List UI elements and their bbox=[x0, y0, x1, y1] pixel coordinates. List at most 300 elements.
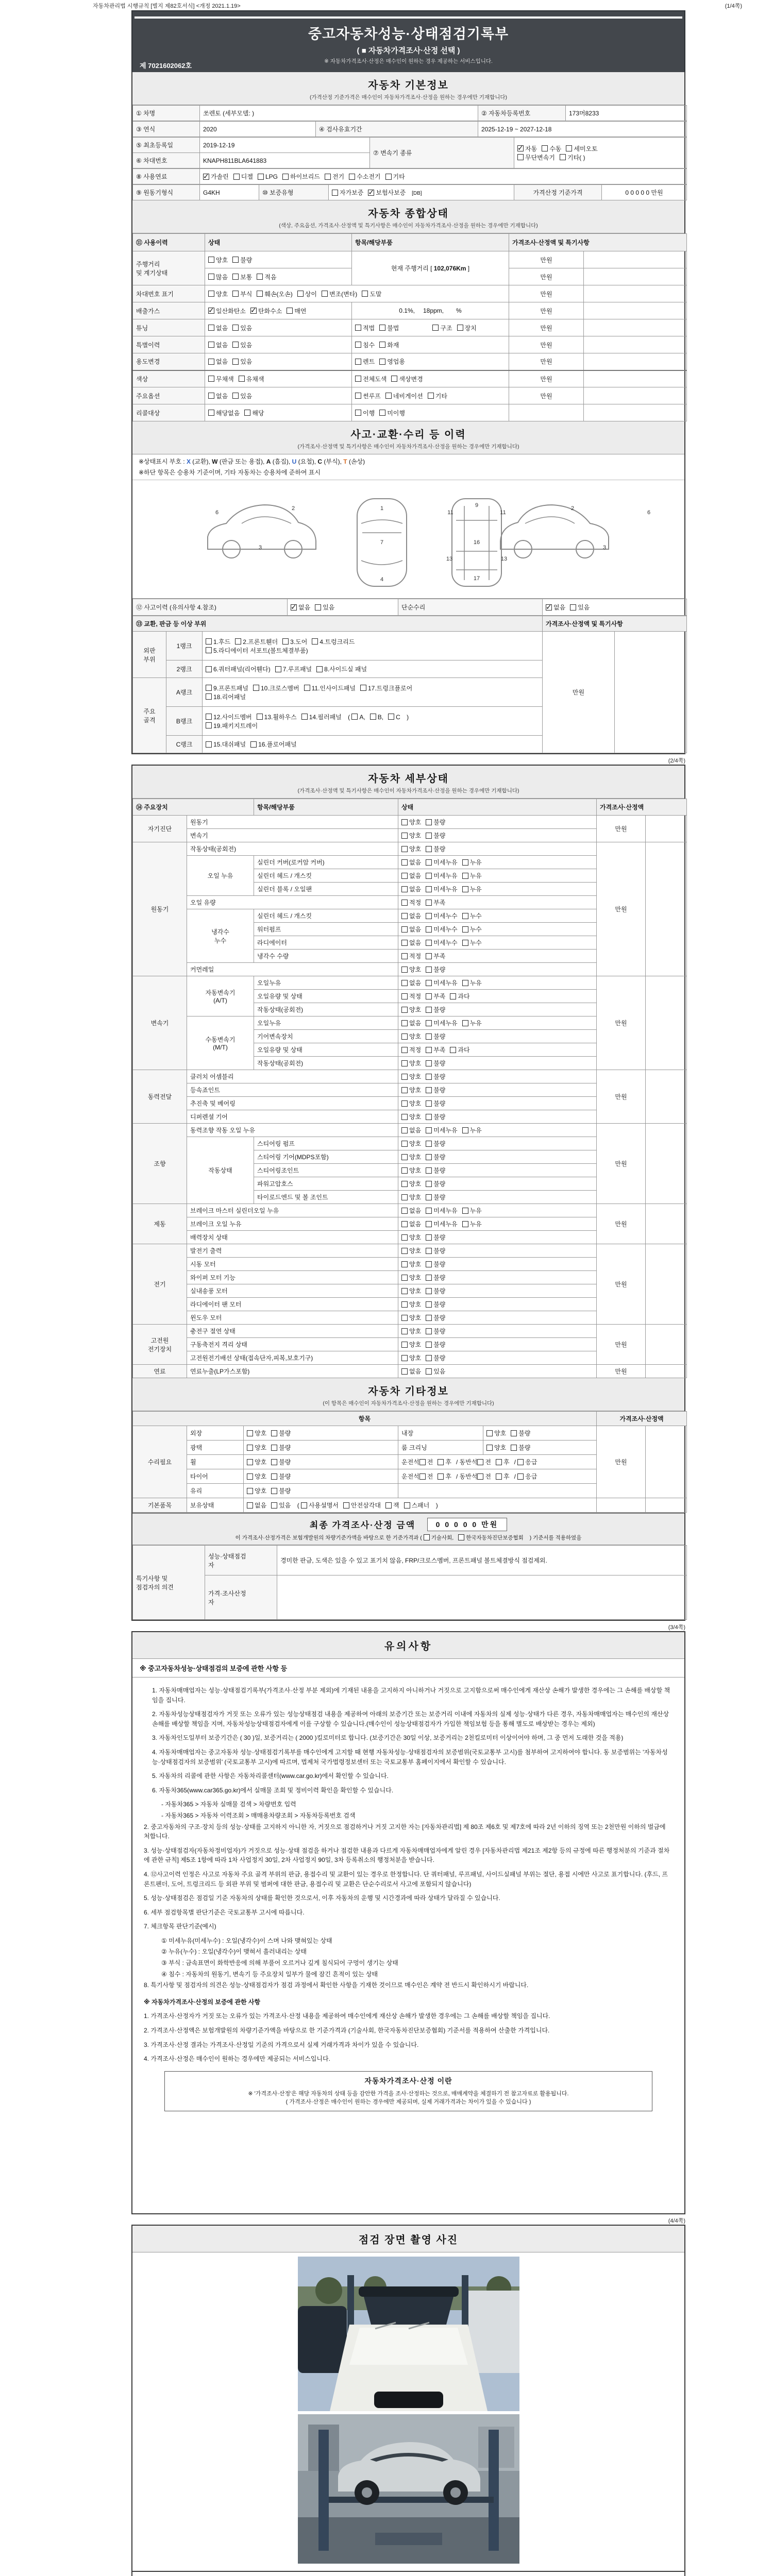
checkbox[interactable] bbox=[401, 886, 408, 892]
caution-item: 5. 자동차의 리콜에 관한 사항은 자동차리콜센터(www.car.go.kr)에서 확인할 수 있습니다. bbox=[152, 1772, 389, 1780]
checkbox[interactable] bbox=[401, 1194, 408, 1200]
caution-item: 6. 세부 점검항목별 판단기준은 국토교통부 고시에 따릅니다. bbox=[144, 1908, 305, 1916]
checkbox-checked[interactable] bbox=[291, 604, 297, 611]
table-cell bbox=[187, 1124, 398, 1137]
checkbox[interactable] bbox=[426, 900, 432, 906]
checkbox[interactable] bbox=[401, 1368, 408, 1375]
etc-col-item bbox=[133, 1412, 597, 1426]
checkbox-label: 불량 bbox=[433, 1274, 446, 1281]
checkbox[interactable] bbox=[477, 1473, 483, 1480]
accident-title: 사고·교환·수리 등 이력 bbox=[350, 429, 466, 440]
checkbox[interactable] bbox=[450, 1047, 456, 1053]
checkbox[interactable] bbox=[316, 666, 323, 672]
checkbox[interactable] bbox=[438, 1459, 444, 1465]
text: 오일유량 및 상태 bbox=[257, 1046, 303, 1054]
checkbox[interactable] bbox=[271, 1459, 277, 1465]
text: ④ 검사유효기간 bbox=[319, 126, 362, 133]
caution-item: 4. 가격조사·산정은 매수인이 원하는 경우에만 제공되는 서비스입니다. bbox=[144, 2055, 330, 2063]
checkbox[interactable] bbox=[247, 1459, 253, 1465]
checkbox[interactable] bbox=[206, 647, 212, 653]
checkbox[interactable] bbox=[401, 1301, 408, 1308]
checkbox[interactable] bbox=[362, 291, 368, 297]
checkbox[interactable] bbox=[424, 1534, 430, 1540]
checkbox[interactable] bbox=[247, 1473, 253, 1480]
checkbox-checked[interactable] bbox=[517, 145, 524, 151]
inspection-photo-lift bbox=[298, 2414, 519, 2564]
checkbox[interactable] bbox=[232, 325, 239, 331]
checkbox-label: 잭 bbox=[393, 1502, 399, 1509]
checkbox[interactable] bbox=[426, 1060, 432, 1066]
checkbox-checked[interactable] bbox=[546, 604, 552, 611]
checkbox[interactable] bbox=[401, 1074, 408, 1080]
checkbox[interactable] bbox=[426, 1087, 432, 1093]
checkbox[interactable] bbox=[542, 145, 548, 151]
diagram-part-number: 9 bbox=[475, 502, 478, 509]
checkbox[interactable] bbox=[206, 685, 212, 691]
checkbox[interactable] bbox=[257, 714, 263, 720]
checkbox[interactable] bbox=[426, 1248, 432, 1254]
checkbox[interactable] bbox=[355, 325, 361, 331]
checkbox[interactable] bbox=[401, 993, 408, 999]
checkbox[interactable] bbox=[419, 1459, 426, 1465]
text: (부식), bbox=[322, 458, 344, 465]
text: 시동 모터 bbox=[190, 1261, 216, 1268]
checkbox[interactable] bbox=[257, 274, 263, 280]
group-basic-items bbox=[133, 1498, 187, 1513]
etc-info-title: 자동차 기타정보 bbox=[368, 1386, 449, 1397]
document-sheet bbox=[131, 10, 685, 2576]
checkbox[interactable] bbox=[401, 873, 408, 879]
car-diagram-wrap bbox=[132, 480, 684, 599]
checkbox[interactable] bbox=[235, 638, 241, 645]
checkbox[interactable] bbox=[570, 604, 576, 611]
basic-info-table-3 bbox=[132, 137, 684, 168]
table-cell bbox=[584, 268, 687, 285]
checkbox[interactable] bbox=[401, 913, 408, 919]
checkbox[interactable] bbox=[401, 1020, 408, 1026]
checkbox[interactable] bbox=[355, 376, 361, 382]
caution-subitem: - 자동차365 > 자동차 이력조회 > 매매용차량조회 > 자동차등록번호 검색 bbox=[161, 1811, 356, 1819]
checkbox[interactable] bbox=[206, 741, 212, 748]
table-cell bbox=[187, 1365, 398, 1378]
checkbox[interactable] bbox=[379, 342, 385, 348]
text: 만원 bbox=[615, 1368, 627, 1375]
table-cell bbox=[244, 1498, 597, 1513]
checkbox-label: 없음 bbox=[409, 1221, 422, 1228]
checkbox[interactable] bbox=[566, 145, 572, 151]
text: 특기사항 및 bbox=[136, 1574, 168, 1582]
checkbox[interactable] bbox=[253, 685, 259, 691]
checkbox[interactable] bbox=[247, 1502, 253, 1509]
checkbox[interactable] bbox=[426, 1261, 432, 1267]
checkbox[interactable] bbox=[401, 926, 408, 933]
checkbox-label: 없음 bbox=[409, 1020, 422, 1027]
checkbox[interactable] bbox=[401, 953, 408, 959]
checkbox[interactable] bbox=[426, 1208, 432, 1214]
checkbox[interactable] bbox=[401, 900, 408, 906]
checkbox[interactable] bbox=[426, 1288, 432, 1294]
checkbox[interactable] bbox=[426, 1047, 432, 1053]
checkbox[interactable] bbox=[426, 993, 432, 999]
checkbox[interactable] bbox=[511, 1445, 517, 1451]
checkbox[interactable] bbox=[388, 714, 394, 720]
checkbox[interactable] bbox=[462, 1020, 468, 1026]
checkbox[interactable] bbox=[462, 1221, 468, 1227]
checkbox[interactable] bbox=[511, 1430, 517, 1436]
text: 가격조사·산정액 및 특기사항 bbox=[546, 620, 623, 628]
checkbox[interactable] bbox=[401, 1288, 408, 1294]
caution-item: 1. 가격조사·산정자가 거짓 또는 오류가 있는 가격조사·산정 내용을 제공하여 매수인에게 재산상 손해가 발생한 경우에는 그 손해를 배상할 책임을 집니다. bbox=[144, 2012, 550, 2020]
checkbox[interactable] bbox=[385, 174, 392, 180]
checkbox[interactable] bbox=[426, 940, 432, 946]
checkbox[interactable] bbox=[401, 1234, 408, 1241]
caution-subitem: ③ 부식 : 금속표면이 화학반응에 의해 부풀어 오르거나 깊게 침식되어 구멍이 생기는 상태 bbox=[161, 1959, 398, 1967]
checkbox[interactable] bbox=[401, 1060, 408, 1066]
checkbox-checked[interactable] bbox=[203, 174, 209, 180]
checkbox[interactable] bbox=[426, 1221, 432, 1227]
checkbox-label: 불량 bbox=[433, 1113, 446, 1121]
checkbox-label: 없음 bbox=[409, 1127, 422, 1134]
checkbox[interactable] bbox=[391, 376, 397, 382]
table-cell bbox=[187, 1244, 398, 1258]
table-cell bbox=[187, 1097, 398, 1110]
checkbox[interactable] bbox=[232, 274, 239, 280]
table-cell bbox=[187, 1298, 398, 1311]
table-cell bbox=[646, 976, 687, 1070]
checkbox[interactable] bbox=[208, 359, 214, 365]
checkbox-label: 없음 bbox=[409, 886, 422, 893]
checkbox[interactable] bbox=[432, 325, 439, 331]
checkbox[interactable] bbox=[208, 410, 214, 416]
checkbox[interactable] bbox=[426, 1154, 432, 1160]
table-cell bbox=[584, 285, 687, 302]
checkbox[interactable] bbox=[419, 1473, 426, 1480]
checkbox[interactable] bbox=[404, 1502, 410, 1509]
checkbox[interactable] bbox=[462, 873, 468, 879]
checkbox-label: 불량 bbox=[433, 845, 446, 853]
checkbox[interactable] bbox=[206, 714, 212, 720]
checkbox[interactable] bbox=[232, 257, 239, 263]
state-mark-legend-line1 bbox=[139, 457, 678, 466]
text: 워터펌프 bbox=[257, 926, 281, 933]
checkbox[interactable] bbox=[486, 1430, 493, 1436]
checkbox[interactable] bbox=[401, 940, 408, 946]
checkbox[interactable] bbox=[401, 1127, 408, 1133]
checkbox[interactable] bbox=[385, 1502, 392, 1509]
checkbox[interactable] bbox=[458, 1534, 464, 1540]
checkbox[interactable] bbox=[426, 1074, 432, 1080]
field-value-year bbox=[200, 122, 316, 137]
text: 등속죠인트 bbox=[190, 1087, 220, 1094]
checkbox-label: 불량 bbox=[433, 1341, 446, 1348]
checkbox[interactable] bbox=[258, 174, 264, 180]
checkbox[interactable] bbox=[426, 833, 432, 839]
checkbox[interactable] bbox=[287, 308, 293, 314]
checkbox[interactable] bbox=[401, 1221, 408, 1227]
checkbox[interactable] bbox=[401, 1328, 408, 1334]
checkbox[interactable] bbox=[312, 638, 318, 645]
text: ) 기준서를 적용하였음 bbox=[528, 1535, 582, 1541]
checkbox[interactable] bbox=[401, 980, 408, 986]
checkbox[interactable] bbox=[282, 638, 289, 645]
checkbox-checked[interactable] bbox=[208, 308, 214, 314]
text: 쏘렌토 (세부모델: ) bbox=[203, 110, 255, 117]
checkbox[interactable] bbox=[401, 1087, 408, 1093]
checkbox[interactable] bbox=[271, 1445, 277, 1451]
checkbox[interactable] bbox=[232, 359, 239, 365]
checkbox[interactable] bbox=[401, 1167, 408, 1174]
checkbox[interactable] bbox=[486, 1445, 493, 1451]
checkbox[interactable] bbox=[315, 604, 321, 611]
checkbox[interactable] bbox=[206, 666, 212, 672]
checkbox[interactable] bbox=[360, 685, 366, 691]
checkbox[interactable] bbox=[401, 1141, 408, 1147]
checkbox[interactable] bbox=[351, 714, 358, 720]
checkbox[interactable] bbox=[426, 1315, 432, 1321]
checkbox[interactable] bbox=[438, 1473, 444, 1480]
checkbox[interactable] bbox=[271, 1473, 277, 1480]
text: ( bbox=[346, 713, 352, 721]
checkbox[interactable] bbox=[244, 410, 250, 416]
checkbox[interactable] bbox=[233, 174, 240, 180]
checkbox[interactable] bbox=[275, 666, 281, 672]
checkbox[interactable] bbox=[457, 325, 463, 331]
checkbox[interactable] bbox=[462, 980, 468, 986]
checkbox[interactable] bbox=[428, 393, 434, 399]
checkbox[interactable] bbox=[462, 1208, 468, 1214]
checkbox[interactable] bbox=[271, 1502, 277, 1509]
table-cell bbox=[205, 336, 352, 353]
text: ⑧ 사용연료 bbox=[136, 173, 167, 180]
checkbox[interactable] bbox=[208, 376, 214, 382]
checkbox[interactable] bbox=[401, 833, 408, 839]
diagram-part-number: 6 bbox=[215, 510, 219, 516]
checkbox[interactable] bbox=[496, 1473, 502, 1480]
checkbox[interactable] bbox=[401, 846, 408, 852]
checkbox[interactable] bbox=[426, 1275, 432, 1281]
checkbox[interactable] bbox=[450, 993, 456, 999]
checkbox[interactable] bbox=[370, 714, 376, 720]
text: ⑤ 최초등록일 bbox=[136, 142, 174, 149]
checkbox[interactable] bbox=[208, 274, 214, 280]
field-value-transmission bbox=[514, 138, 687, 168]
checkbox[interactable] bbox=[426, 1355, 432, 1361]
checkbox[interactable] bbox=[517, 1459, 524, 1465]
field-value-car-name bbox=[200, 106, 478, 121]
checkbox[interactable] bbox=[426, 1127, 432, 1133]
cautions-s2-header: ※ 자동차가격조사·산정의 보증에 관한 사항 bbox=[144, 1998, 261, 2006]
checkbox[interactable] bbox=[208, 291, 214, 297]
checkbox[interactable] bbox=[401, 1315, 408, 1321]
checkbox[interactable] bbox=[304, 685, 310, 691]
text: 실린더 헤드 / 개스킷 bbox=[257, 872, 312, 879]
checkbox[interactable] bbox=[247, 1430, 253, 1436]
checkbox[interactable] bbox=[517, 154, 524, 160]
checkbox[interactable] bbox=[401, 967, 408, 973]
checkbox[interactable] bbox=[239, 376, 245, 382]
checkbox[interactable] bbox=[426, 1033, 432, 1040]
text: 실내송풍 모터 bbox=[190, 1287, 228, 1295]
checkbox[interactable] bbox=[379, 410, 385, 416]
checkbox[interactable] bbox=[349, 174, 355, 180]
text: % bbox=[456, 307, 462, 314]
table-cell bbox=[398, 1204, 597, 1217]
checkbox-label: 양호 bbox=[409, 1301, 422, 1308]
checkbox-label: 수동 bbox=[549, 145, 562, 152]
checkbox[interactable] bbox=[401, 1355, 408, 1361]
checkbox[interactable] bbox=[462, 1127, 468, 1133]
checkbox[interactable] bbox=[379, 325, 385, 331]
text: 가격조사·산정액 및 특기사항 bbox=[512, 239, 590, 246]
checkbox-label: 후 bbox=[445, 1459, 451, 1466]
checkbox[interactable] bbox=[271, 1430, 277, 1436]
checkbox[interactable] bbox=[426, 980, 432, 986]
checkbox[interactable] bbox=[496, 1459, 502, 1465]
checkbox[interactable] bbox=[379, 359, 385, 365]
checkbox[interactable] bbox=[426, 953, 432, 959]
checkbox[interactable] bbox=[322, 291, 328, 297]
checkbox[interactable] bbox=[401, 1114, 408, 1120]
checkbox[interactable] bbox=[282, 174, 289, 180]
checkbox[interactable] bbox=[271, 1488, 277, 1494]
law-note: 자동차관리법 시행규칙 [별지 제82호서식] <개정 2021.1.19> bbox=[93, 3, 241, 9]
checkbox[interactable] bbox=[426, 819, 432, 825]
text: (손상) bbox=[347, 458, 365, 465]
checkbox[interactable] bbox=[206, 693, 212, 700]
group-fuel bbox=[133, 1365, 187, 1378]
checkbox[interactable] bbox=[426, 846, 432, 852]
checkbox[interactable] bbox=[332, 190, 338, 196]
checkbox[interactable] bbox=[401, 819, 408, 825]
checkbox[interactable] bbox=[343, 1502, 349, 1509]
checkbox-checked[interactable] bbox=[250, 308, 257, 314]
checkbox[interactable] bbox=[426, 1020, 432, 1026]
checkbox[interactable] bbox=[426, 873, 432, 879]
checkbox-label: 양호 bbox=[409, 1060, 422, 1067]
group-transmission bbox=[133, 976, 187, 1070]
checkbox-label: 불량 bbox=[433, 1180, 446, 1188]
checkbox[interactable] bbox=[426, 967, 432, 973]
checkbox-label: 불량 bbox=[433, 1060, 446, 1067]
checkbox[interactable] bbox=[426, 1167, 432, 1174]
checkbox[interactable] bbox=[355, 410, 361, 416]
checkbox[interactable] bbox=[401, 1154, 408, 1160]
checkbox[interactable] bbox=[426, 1342, 432, 1348]
table-cell bbox=[205, 268, 352, 285]
checkbox-checked[interactable] bbox=[368, 190, 374, 196]
checkbox[interactable] bbox=[560, 154, 566, 160]
checkbox[interactable] bbox=[232, 291, 239, 297]
checkbox[interactable] bbox=[426, 1100, 432, 1107]
checkbox-label: 전 bbox=[427, 1459, 433, 1466]
checkbox-label: 없음 bbox=[298, 604, 311, 611]
text: 부위 bbox=[143, 655, 156, 663]
checkbox[interactable] bbox=[401, 1208, 408, 1214]
checkbox[interactable] bbox=[517, 1473, 524, 1480]
checkbox[interactable] bbox=[401, 1033, 408, 1040]
checkbox[interactable] bbox=[257, 291, 263, 297]
cautions-box bbox=[131, 1631, 685, 2214]
checkbox[interactable] bbox=[426, 1141, 432, 1147]
checkbox[interactable] bbox=[325, 174, 331, 180]
checkbox[interactable] bbox=[462, 859, 468, 866]
checkbox[interactable] bbox=[426, 886, 432, 892]
caution-item: 3. 자동차인도일부터 보증기간은 ( 30 )일, 보증거리는 ( 2000 )킬로미터로 합니다. (보증기간은 30일 이상, 보증거리는 2천킬로미터 이상이어야 하며, 그 중 먼저 도래한 것을 적용) bbox=[152, 1734, 624, 1742]
checkbox[interactable] bbox=[426, 1007, 432, 1013]
checkbox[interactable] bbox=[426, 859, 432, 866]
checkbox[interactable] bbox=[355, 393, 361, 399]
checkbox[interactable] bbox=[401, 1007, 408, 1013]
checkbox[interactable] bbox=[401, 1261, 408, 1267]
table-cell bbox=[646, 1244, 687, 1325]
checkbox[interactable] bbox=[301, 714, 308, 720]
checkbox[interactable] bbox=[462, 913, 468, 919]
checkbox[interactable] bbox=[477, 1459, 483, 1465]
checkbox-label: 색상변경 bbox=[399, 375, 423, 383]
checkbox[interactable] bbox=[426, 1328, 432, 1334]
checkbox[interactable] bbox=[426, 926, 432, 933]
checkbox-label: 양호 bbox=[409, 1006, 422, 1013]
checkbox[interactable] bbox=[385, 393, 392, 399]
checkbox[interactable] bbox=[297, 291, 304, 297]
table-cell bbox=[398, 883, 597, 896]
checkbox[interactable] bbox=[401, 1275, 408, 1281]
checkbox[interactable] bbox=[355, 342, 361, 348]
checkbox[interactable] bbox=[426, 1301, 432, 1308]
checkbox[interactable] bbox=[401, 1248, 408, 1254]
checkbox[interactable] bbox=[208, 257, 214, 263]
table-cell bbox=[203, 678, 543, 707]
checkbox[interactable] bbox=[206, 638, 212, 645]
checkbox[interactable] bbox=[401, 1181, 408, 1187]
text: 2019-12-19 bbox=[203, 141, 235, 149]
checkbox[interactable] bbox=[206, 722, 212, 728]
checkbox[interactable] bbox=[426, 1194, 432, 1200]
checkbox[interactable] bbox=[426, 1368, 432, 1375]
checkbox[interactable] bbox=[426, 1181, 432, 1187]
checkbox[interactable] bbox=[401, 1100, 408, 1107]
checkbox[interactable] bbox=[401, 1342, 408, 1348]
text: C bbox=[317, 458, 323, 465]
checkbox[interactable] bbox=[232, 393, 239, 399]
checkbox[interactable] bbox=[247, 1445, 253, 1451]
checkbox[interactable] bbox=[462, 886, 468, 892]
final-price-note bbox=[132, 1534, 684, 1541]
text: 만원 bbox=[615, 1459, 627, 1466]
checkbox[interactable] bbox=[232, 342, 239, 348]
checkbox-label: 없음 bbox=[409, 1368, 422, 1375]
checkbox[interactable] bbox=[247, 1488, 253, 1494]
checkbox[interactable] bbox=[462, 926, 468, 933]
checkbox[interactable] bbox=[401, 1047, 408, 1053]
checkbox-label: 적음 bbox=[264, 273, 277, 281]
group-brake bbox=[133, 1204, 187, 1244]
checkbox[interactable] bbox=[426, 1114, 432, 1120]
checkbox-label: 있음 bbox=[433, 1368, 446, 1375]
checkbox[interactable] bbox=[208, 325, 214, 331]
checkbox[interactable] bbox=[462, 940, 468, 946]
checkbox[interactable] bbox=[355, 359, 361, 365]
checkbox[interactable] bbox=[426, 913, 432, 919]
checkbox[interactable] bbox=[301, 1502, 307, 1509]
text: G4KH bbox=[203, 189, 220, 196]
checkbox[interactable] bbox=[208, 342, 214, 348]
checkbox[interactable] bbox=[208, 393, 214, 399]
caution-item: 7. 체크항목 판단기준(예시) bbox=[144, 1923, 216, 1930]
checkbox[interactable] bbox=[426, 1234, 432, 1241]
checkbox[interactable] bbox=[401, 859, 408, 866]
checkbox[interactable] bbox=[250, 741, 257, 748]
